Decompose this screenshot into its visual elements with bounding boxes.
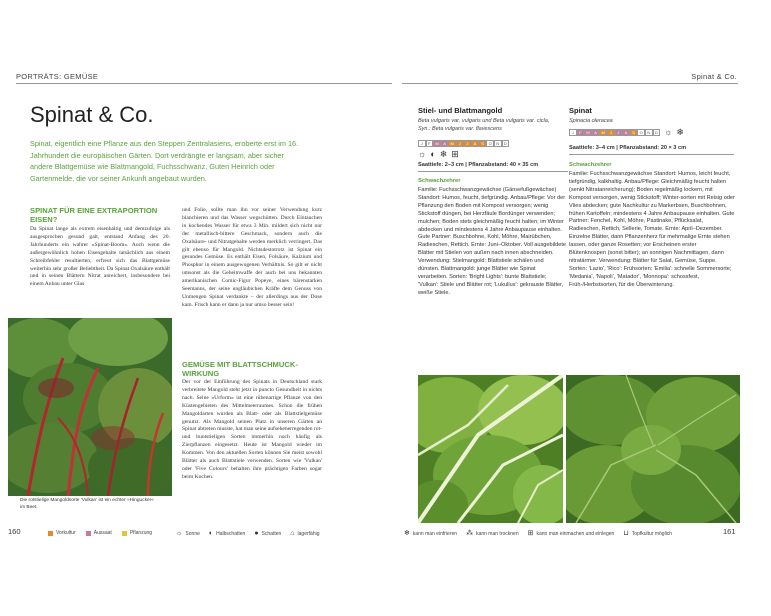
legend-item-vorkultur: Vorkultur: [48, 530, 76, 536]
mangold-calendar: [418, 140, 509, 147]
pot-icon: ⊔: [623, 530, 629, 537]
half-shade-icon: ◐: [208, 530, 214, 537]
spinat-calendar-row: [569, 128, 684, 137]
freeze-icon: ❄: [676, 127, 684, 137]
legend-light: [176, 529, 320, 538]
mangold-photo: [8, 318, 172, 496]
page-number-left: 160: [8, 527, 21, 536]
spinat-calendar: [569, 129, 660, 136]
storage-icon: ⌂: [290, 530, 295, 537]
spinat-profile-text: Familie: Fuchsschwanzgewächse Standort: Humos, leicht feucht, tiefgründig, kalkhaltig. Anbau/Pflege: Gleichmäßig feucht halten (senkt Nitratanreicherung); Boden regelmäßig lockern, mit Kompost versorgen, wenig Stickstoff; Winter-sorten mit Reisig oder Vlies abdecken; gute Nachkultur zu Markerbsen, Buschbohnen, frühen Kartoffeln; mindestens 4 Jahre Anbaupause einhalten. Gute Partner: Fenchel, Kohl, Möhre, Pastinake, Pflücksalat, Radieschen, Rettich, Sellerie, Tomate. Ernte: April–Dezember. Einzelne Blätter, dann Pflanzenherz für mehrmalige Ernte stehen lassen, oder ganze Rosetten; vor Erscheinen erster Blütenknospen (sonst bitter); an sonnigen Nachmittagen, dann nitratärmer. Verwendung: Blätter für Salat, Gemüse, Suppe. Sorten: 'Lazio', 'Rico': Frühsorten; 'Emilia': schnelle Sommersorte; 'Medania', 'Napoli', 'Matador', 'Monnopa': schossfest, Früh-/Herbstsorten, für die Überwinterung.: [569, 171, 735, 288]
legend-item-schatten: ● Schatten: [254, 530, 282, 537]
shade-icon: ●: [254, 530, 259, 537]
month-cell: D: [502, 140, 510, 147]
mangold-heading: Stiel- und Blattmangold: [418, 106, 503, 115]
legend-right: [404, 529, 672, 538]
mangold-latin: Beta vulgaris var. vulgaris und Beta vulgaris var. cicla, Syn.: Beta vulgaris var. flavescens: [418, 118, 550, 132]
month-cell: M: [599, 129, 607, 136]
mangold-photo-art: [8, 318, 172, 496]
month-cell: A: [622, 129, 630, 136]
month-cell: J: [456, 140, 464, 147]
mangold-icons: [418, 150, 459, 159]
spinat-leaf-photo: [566, 375, 740, 523]
pflanzung-swatch: [122, 531, 127, 536]
sun-icon: ☼: [418, 149, 427, 159]
month-cell: M: [448, 140, 456, 147]
mangold-feeder-label: Schwachzehrer: [418, 178, 461, 184]
month-cell: S: [630, 129, 638, 136]
freeze-icon: ❄: [439, 149, 448, 159]
month-cell: A: [471, 140, 479, 147]
sun-icon: ☼: [664, 127, 673, 137]
running-header-left: PORTRÄTS: GEMÜSE: [16, 72, 99, 81]
month-cell: F: [577, 129, 585, 136]
month-cell: D: [653, 129, 661, 136]
legend-item-trocknen: ⁂ kann man trocknen: [466, 530, 519, 537]
mangold-profile-text: Familie: Fuchsschwanzgewächse (Gänsefußgewächse) Standort: Humos, feucht, tiefgründig. Anbau/Pflege: Vor der Pflanzung den Boden mit Kompost versorgen; wenig Stickstoff düngen, bei Herzfäule Bordünger verwenden; mulchen; Boden stets gleichmäßig feucht halten; im Winter abdecken und mindestens 4 Jahre Anbaupause einhalten. Gute Partner: Buschbohne, Kohl, Möhre, Mairübchen, Radieschen, Rettich. Ernte: Juni–Oktober. Voll ausgebildete Blätter mit Stielen von außen nach innen abschneiden. Verwendung: Stielmangold: Blattstiele schälen und dünsten. Blattmangold: junge Blätter wie Spinat verarbeiten. Sorten: 'Bright Lights': bunte Blattstiele; 'Vulkan': Stiele und Blätter rot; 'Lukullus': gekrauste Blätter, weiße Stiele.: [418, 187, 567, 296]
month-cell: J: [569, 129, 577, 136]
page-number-right: 161: [723, 527, 736, 536]
mangold-leaf-art: [418, 375, 563, 523]
intro-text: Spinat, eigentlich eine Pflanze aus den Steppen Zentralasiens, eroberte erst im 16. Jahrhundert die europäischen Gärten. Dort verdrängte er langsam, aber sicher andere Blattgemüse wie Blattmangold, Fuchsschwanz, Guten Heinrich oder Gartenmelde, die vor seiner Ankunft angebaut wurden.: [30, 139, 299, 183]
running-header-right: Spinat & Co.: [691, 72, 737, 81]
month-cell: M: [433, 140, 441, 147]
month-cell: O: [637, 129, 645, 136]
spinat-feeder-label: Schwachzehrer: [569, 162, 612, 168]
jar-icon: ⊞: [527, 530, 534, 537]
header-rule-left: [16, 83, 392, 84]
freeze-icon: ❄: [404, 530, 410, 537]
mangold-sowing: Saattiefe: 2–3 cm | Pflanzabstand: 40 × 35 cm: [418, 162, 539, 168]
month-cell: O: [486, 140, 494, 147]
month-cell: S: [479, 140, 487, 147]
vorkultur-swatch: [48, 531, 53, 536]
header-rule-right: [402, 83, 738, 84]
sun-icon: ☼: [176, 530, 183, 537]
month-cell: J: [615, 129, 623, 136]
spinat-rule: [569, 154, 734, 155]
section-heading-mangold: GEMÜSE MIT BLATTSCHMUCK-WIRKUNG: [182, 360, 298, 378]
legend-item-halbschatten: ◐ Halbschatten: [208, 530, 246, 537]
month-cell: J: [607, 129, 615, 136]
legend-item-aussaat: Aussaat: [86, 530, 112, 536]
section-heading-iron: SPINAT FÜR EINE EXTRAPORTION EISEN?: [30, 206, 158, 224]
section-text-iron: Da Spinat lange als extrem eisenhaltig und demzufolge als ausgesprochen gesund galt, entstand Anfang des 20. Jahrhunderts ein wahrer »Spinat-Boom«. Auch wenn die außergewöhnlich hohen Eisengehalte tatsächlich aus einem Schreibfehler resultierten, erfreut sich das Blattgemüse weiterhin sehr großer Beliebtheit. Da Spinat Oxalsäure enthält und in seinen Blättern Nitrat anreichert, insbesondere bei einem Anbau unter Glas: [30, 226, 170, 288]
section-text-mangold: Der vor der Einführung des Spinats in Deutschland stark verbreitete Mangold steht jetzt in puncto Gesundheit in nichts nach. Seine »Urform« ist eine rübenartige Pflanze von den Küstengebieten des Mittelmeerraumes. Schon die frühen Mangoldarten wurden als Blatt- oder als Blattstielgemüse genutzt. Als Mangold seinen Platz in unseren Gärten an Spinat abtreten musste, hat man seine aufsehenerregenden rot- und buntstieligen Sorten immerhin noch häufig als Zierpflanzen eingesetzt. Heute ist Mangold wieder im Kommen. Von den aktuellen Sorten können Sie meist sowohl Blätter als auch Blattstiele verwenden. Sorten wie 'Vulkan' oder 'Five Colours' behalten ihre prächtigen Farben sogar beim Kochen.: [182, 379, 322, 480]
month-cell: N: [645, 129, 653, 136]
month-cell: M: [584, 129, 592, 136]
half-shade-icon: ◐: [430, 149, 436, 159]
month-cell: F: [426, 140, 434, 147]
month-cell: J: [464, 140, 472, 147]
mangold-rule: [418, 171, 568, 172]
photo-caption: Die rotstielige Mangoldsorte 'Vulkan' ist ein echter »Hingucker« im Beet.: [20, 498, 154, 510]
pickle-jar-icon: ⊞: [451, 149, 459, 159]
legend-item-lagerfaehig: ⌂ lagerfähig: [290, 530, 320, 537]
spinat-sowing: Saattiefe: 3–4 cm | Pflanzabstand: 20 × 3 cm: [569, 145, 687, 151]
mangold-leaf-photo: [418, 375, 563, 523]
aussaat-swatch: [86, 531, 91, 536]
legend-left: [48, 530, 152, 536]
month-cell: J: [418, 140, 426, 147]
month-cell: N: [494, 140, 502, 147]
legend-item-sonne: ☼ Sonne: [176, 530, 200, 537]
spinat-leaf-art: [566, 375, 740, 523]
spinat-heading: Spinat: [569, 106, 592, 115]
spinat-latin: Spinacia oleracea: [569, 118, 613, 124]
legend-item-einfrieren: ❄ kann man einfrieren: [404, 530, 458, 537]
body-text-col2: und Folie, sollte man ihn vor seiner Verwendung kurz blanchieren und das Wasser wegschütten. Durch Eintauchen in kochendes Wasser für etwa 3 Min. mildert sich nicht nur der metallisch-bittere Geschmack, sondern auch die Oxalsäure- und Nitratgehalte werden merklich verringert. Das gilt ebenso für Mangold. Nichtsdestotrotz ist Spinat ein gesundes Gemüse. Es enthält Eisen, Folsäure, Kalzium und Phosphor in einem ausgewogenen Verhältnis. So gilt er nicht umsonst als die Geheimwaffe der auch bei uns bekannten amerikanischen Comic-Figur Popeye, eines bärenstarken Seemanns, der seine ungläubichen Kräfte dem Genuss von Unmengen Spinat verdankte – der allerdings aus der Dose kam. Frisch kann er dann ja nur umso besser sein!: [182, 207, 322, 308]
month-cell: A: [592, 129, 600, 136]
dry-icon: ⁂: [466, 530, 474, 537]
legend-item-topfkultur: ⊔ Topfkultur möglich: [623, 530, 673, 537]
legend-item-einmachen: ⊞ kann man einmachen und einlegen: [527, 530, 615, 537]
month-cell: A: [441, 140, 449, 147]
legend-item-pflanzung: Pflanzung: [122, 530, 152, 536]
page-title: Spinat & Co.: [30, 102, 154, 127]
